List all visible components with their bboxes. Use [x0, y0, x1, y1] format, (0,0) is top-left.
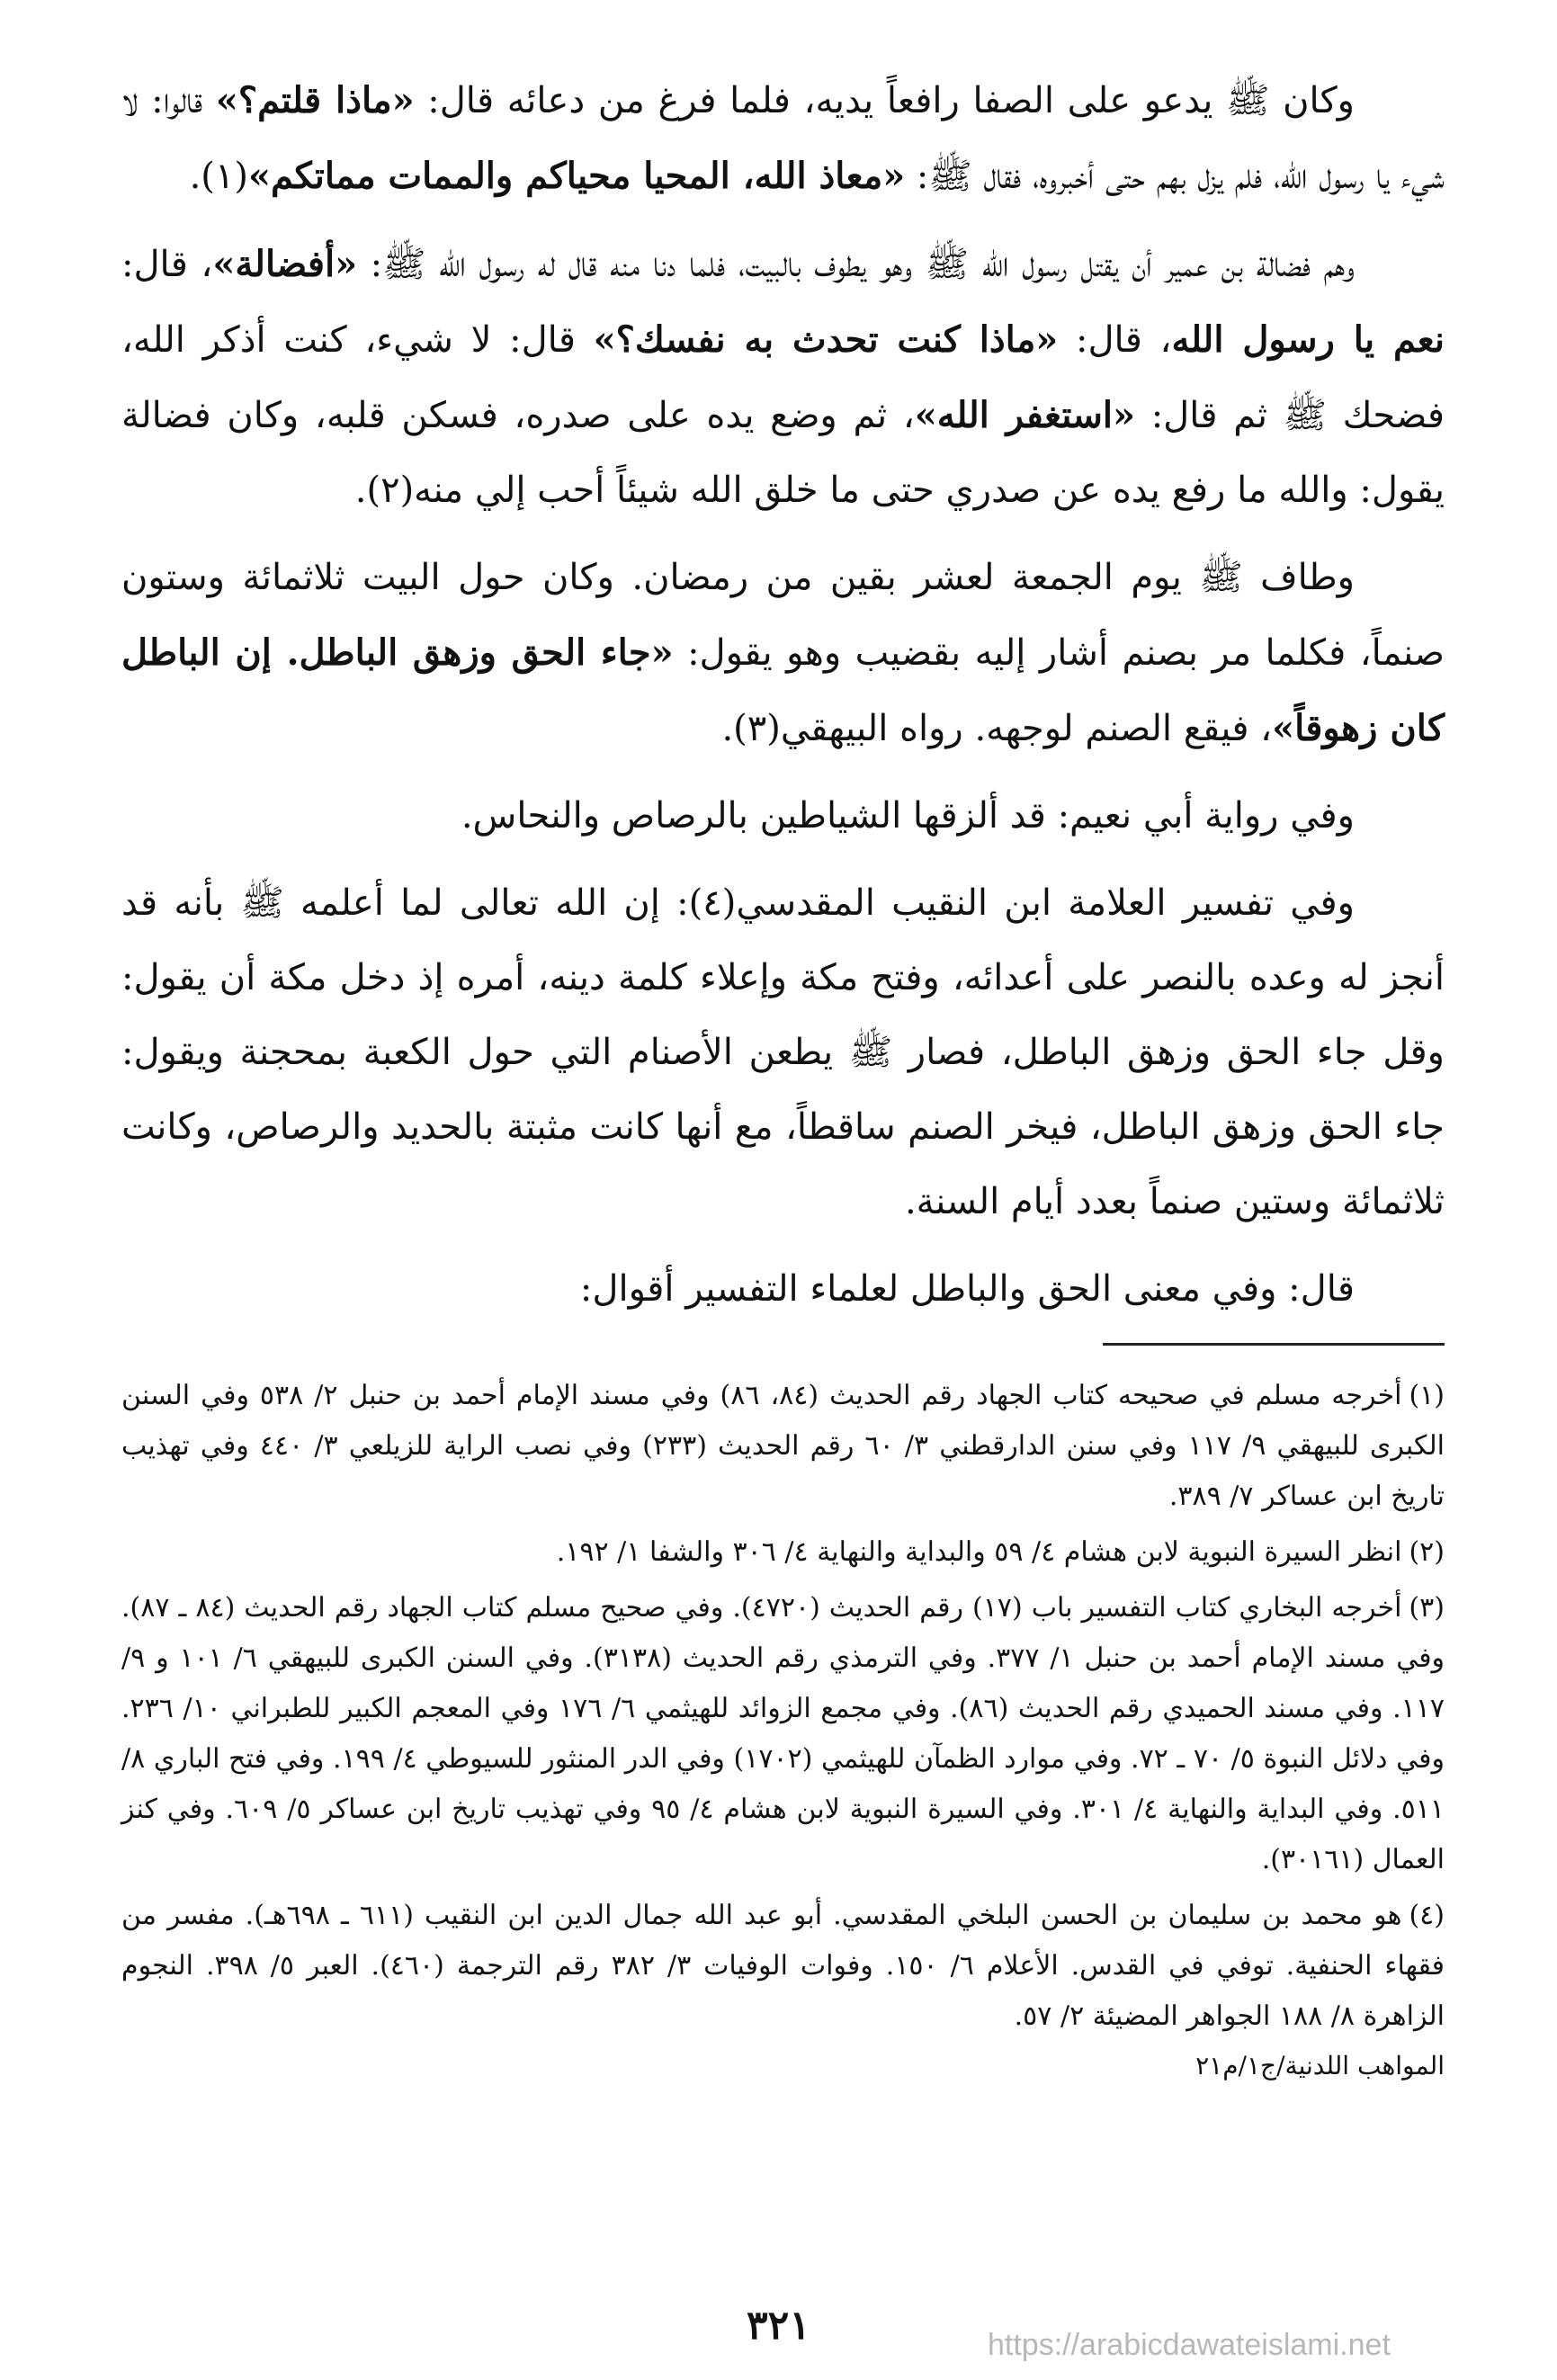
quote-run: «معاذ الله، المحيا محياكم والممات مماتكم»: [247, 155, 906, 197]
text-run: قالوا: لا شيء يا رسول الله، فلم يزل بهم حتى أخبروه، فقال ﷺ:: [121, 80, 1445, 197]
page-number: ٣٢١: [747, 2303, 810, 2349]
paragraph-3: [121, 541, 1445, 766]
quote-run: «أفضالة»: [212, 243, 358, 285]
text-run: ، فيقع الصنم لوجهه. رواه البيهقي(٣).: [721, 708, 1273, 749]
footnote-number: (١): [1409, 1380, 1445, 1411]
quote-run: «استغفر الله»: [914, 394, 1135, 436]
quote-run: «ماذا كنت تحدث به نفسك؟»: [593, 318, 1059, 361]
text-run: قال: لا شيء، كنت أذكر الله، فضحك ﷺ ثم قال:: [121, 319, 1445, 436]
paragraph-2: [121, 227, 1445, 528]
footnote-number: (٤): [1409, 1900, 1445, 1931]
footnote-text: هو محمد بن سليمان بن الحسن البلخي المقدسي. أبو عبد الله جمال الدين ابن النقيب (٦١١ ـ ٦٩٨هـ). مفسر من فقهاء الحنفية. توفي في القدس. الأعلام ٦/ ١٥٠. وفوات الوفيات ٣/ ٣٨٢ رقم الترجمة (٤٦٠). العبر ٥/ ٣٩٨. النجوم الزاهرة ٨/ ١٨٨ الجواهر المضيئة ٢/ ٥٧.: [121, 1900, 1445, 2032]
quote-run: نعم يا رسول الله: [1171, 318, 1445, 361]
text-run: (١).: [189, 156, 248, 197]
paragraph-1: [121, 63, 1445, 214]
main-text: [121, 63, 1445, 1327]
footnotes: [121, 1371, 1445, 2042]
paragraph-4: وفي رواية أبي نعيم: قد ألزقها الشياطين بالرصاص والنحاس.: [461, 795, 1355, 837]
text-run: ، قال:: [1058, 319, 1172, 361]
text-run: ، قال:: [121, 244, 213, 285]
footnote-3: [121, 1583, 1445, 1885]
quote-run: «ماذا قلتم؟»: [215, 79, 415, 121]
footnote-divider: [1103, 1343, 1445, 1346]
text-run: ، ثم وضع يده على صدره، فسكن قلبه، وكان فضالة يقول: والله ما رفع يده عن صدري حتى ما خلق الله شيئاً أحب إلي منه(٢).: [121, 395, 1445, 511]
text-run: وكان ﷺ يدعو على الصفا رافعاً يديه، فلما فرغ من دعائه قال:: [414, 80, 1355, 121]
text-run: وهم فضالة بن عمير أن يقتل رسول الله ﷺ وهو يطوف بالبيت، فلما دنا منه قال له رسول الله ﷺ:: [357, 244, 1355, 285]
footnote-number: (٢): [1409, 1536, 1445, 1568]
footnote-2: [121, 1527, 1445, 1578]
text-run: وطاف ﷺ يوم الجمعة لعشر بقين من رمضان. وكان حول البيت ثلاثمائة وستون صنماً، فكلما مر بصنم أشار إليه بقضيب وهو يقول:: [121, 557, 1445, 674]
paragraph-5: وفي تفسير العلامة ابن النقيب المقدسي(٤): إن الله تعالى لما أعلمه ﷺ بأنه قد أنجز له وعده بالنصر على أعدائه، وفتح مكة وإعلاء كلمة دينه، أمره إذ دخل مكة أن يقول: وقل جاء الحق وزهق الباطل، فصار ﷺ يطعن الأصنام التي حول الكعبة بمحجنة ويقول: جاء الحق وزهق الباطل، فيخر الصنم ساقطاً، مع أنها كانت مثبتة بالحديد والرصاص، وكانت ثلاثمائة وستين صنماً بعدد أيام السنة.: [121, 882, 1445, 1222]
footnote-text: انظر السيرة النبوية لابن هشام ٤/ ٥٩ والبداية والنهاية ٤/ ٣٠٦ والشفا ١/ ١٩٢.: [556, 1536, 1402, 1568]
footnote-text: أخرجه مسلم في صحيحه كتاب الجهاد رقم الحديث (٨٤، ٨٦) وفي مسند الإمام أحمد بن حنبل ٢/ ٥٣٨ وفي السنن الكبرى للبيهقي ٩/ ١١٧ وفي سنن الدارقطني ٣/ ٦٠ رقم الحديث (٢٣٣) وفي نصب الراية للزيلعي ٣/ ٤٤٠ وفي تهذيب تاريخ ابن عساكر ٧/ ٣٨٩.: [121, 1380, 1445, 1512]
footnote-number: (٣): [1409, 1592, 1445, 1624]
watermark-url: https://arabicdawateislami.net: [988, 2328, 1391, 2362]
quote-run: «جاء الحق وزهق الباطل. إن الباطل كان زهوقاً»: [121, 631, 1445, 749]
footnote-text: أخرجه البخاري كتاب التفسير باب (١٧) رقم الحديث (٤٧٢٠). وفي صحيح مسلم كتاب الجهاد رقم الحديث (٨٤ ـ ٨٧). وفي مسند الإمام أحمد بن حنبل ١/ ٣٧٧. وفي الترمذي رقم الحديث (٣١٣٨). وفي السنن الكبرى للبيهقي ٦/ ١٠١ و ٩/ ١١٧. وفي مسند الحميدي رقم الحديث (٨٦). وفي مجمع الزوائد للهيثمي ٦/ ١٧٦ وفي المعجم الكبير للطبراني ١٠/ ٢٣٦. وفي دلائل النبوة ٥/ ٧٠ ـ ٧٢. وفي موارد الظمآن للهيثمي (١٧٠٢) وفي الدر المنثور للسيوطي ٤/ ١٩٩. وفي فتح الباري ٨/ ٥١١. وفي البداية والنهاية ٤/ ٣٠١. وفي السيرة النبوية لابن هشام ٤/ ٩٥ وفي تهذيب تاريخ ابن عساكر ٥/ ٦٠٩. وفي كنز العمال (٣٠١٦١).: [121, 1592, 1445, 1875]
footnote-1: [121, 1371, 1445, 1522]
paragraph-6: قال: وفي معنى الحق والباطل لعلماء التفسير أقوال:: [579, 1268, 1355, 1310]
footnote-4: [121, 1891, 1445, 2042]
running-footer: المواهب اللدنية/ج١/م٢١: [1195, 2051, 1445, 2080]
